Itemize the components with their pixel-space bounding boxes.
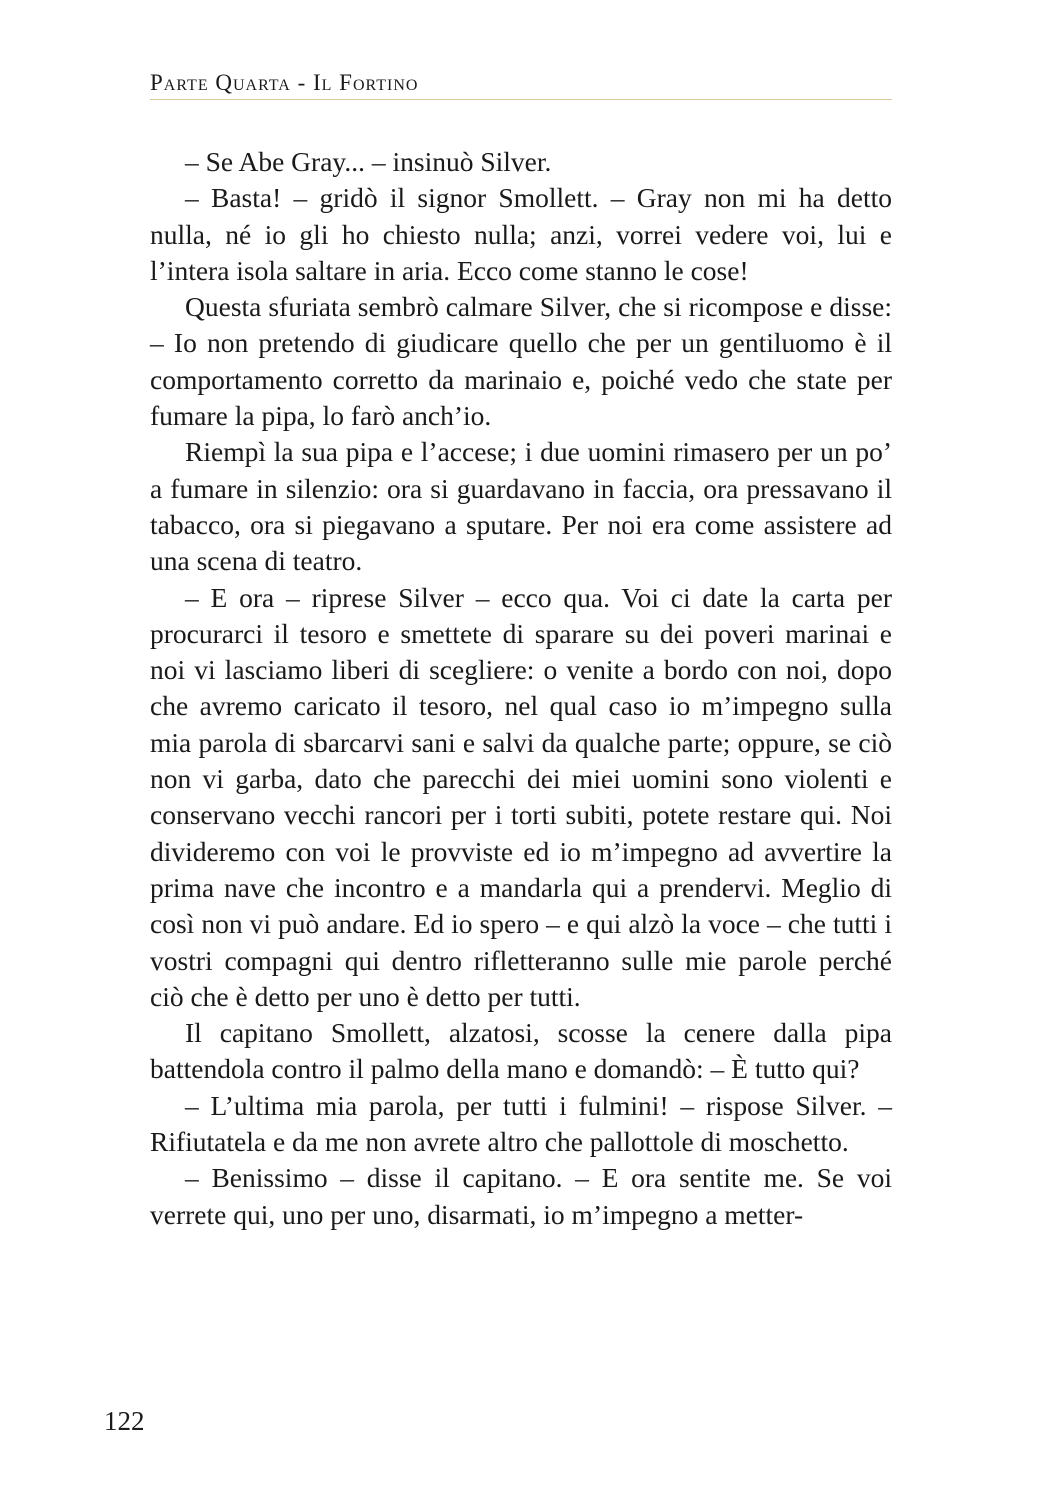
paragraph: – E ora – riprese Silver – ecco qua. Voi ci date la carta per procurarci il tesoro e smettete di sparare su dei poveri marinai e noi vi lasciamo liberi di scegliere: o venite a bordo con noi, dopo che avremo caricato il tesoro, nel qual caso io m’impegno sulla mia parola di sbarcarvi sani e salvi da qualche parte; oppure, se ciò non vi garba, dato che parecchi dei miei uomini sono violenti e conservano vecchi rancori per i torti subiti, potete restare qui. Noi divideremo con voi le provviste ed io m’impegno ad avvertire la prima nave che incontro e a mandarla qui a prendervi. Meglio di così non vi può andare. Ed io spero – e qui alzò la voce – che tutti i vostri compagni qui dentro rifletteranno sulle mie parole perché ciò che è detto per uno è detto per tutti. (150, 581, 892, 1012)
body-text (150, 144, 892, 1233)
paragraph: Questa sfuriata sembrò calmare Silver, che si ricompose e disse: – Io non pretendo di giudicare quello che per un gentiluomo è il comportamento corretto da marinaio e, poiché vedo che state per fumare la pipa, lo farò anch’io. (150, 291, 892, 432)
paragraph: – Basta! – gridò il signor Smollett. – Gray non mi ha detto nulla, né io gli ho chiesto nulla; anzi, vorrei vedere voi, lui e l’intera isola saltare in aria. Ecco come stanno le cose! (150, 182, 892, 286)
running-title: Parte Quarta - Il Fortino (150, 70, 419, 95)
paragraph: – Se Abe Gray... – insinuò Silver. (185, 146, 552, 177)
paragraph: – L’ultima mia parola, per tutti i fulmini! – rispose Silver. – Rifiutatela e da me non avrete altro che pallottole di moschetto. (150, 1089, 892, 1158)
running-header (150, 70, 892, 100)
paragraph: Il capitano Smollett, alzatosi, scosse la cenere dalla pipa battendola contro il palmo della mano e domandò: – È tutto qui? (150, 1017, 892, 1085)
page-number: 122 (104, 1406, 145, 1436)
paragraph: – Benissimo – disse il capitano. – E ora sentite me. Se voi verrete qui, uno per uno, disarmati, io m’impegno a metter- (150, 1162, 892, 1230)
paragraph: Riempì la sua pipa e l’accese; i due uomini rimasero per un po’ a fumare in silenzio: ora si guardavano in faccia, ora pressavano il tabacco, ora si piegavano a sputare. Per noi era come assistere ad una scena di teatro. (150, 436, 892, 577)
